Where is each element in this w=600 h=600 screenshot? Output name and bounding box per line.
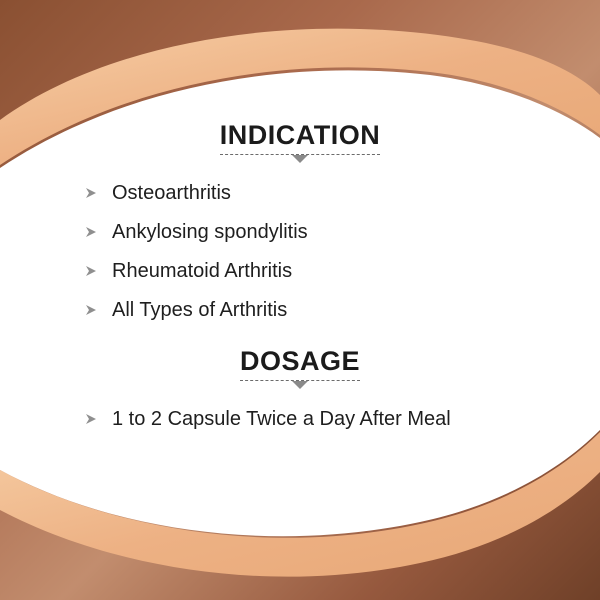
section-dosage <box>60 346 540 437</box>
list-item <box>82 175 540 211</box>
list-item <box>82 253 540 289</box>
list-item <box>82 292 540 328</box>
dosage-title-wrap <box>60 346 540 389</box>
chevron-right-bullet-icon <box>82 303 104 317</box>
chevron-right-bullet-icon <box>82 225 104 239</box>
section-indication <box>60 120 540 328</box>
list-item-label: Osteoarthritis <box>112 182 231 204</box>
chevron-right-bullet-icon <box>82 412 104 426</box>
chevron-right-bullet-icon <box>82 264 104 278</box>
list-item-label: Ankylosing spondylitis <box>112 221 308 243</box>
list-item-label: Rheumatoid Arthritis <box>112 260 293 282</box>
list-item <box>82 214 540 250</box>
list-item-label: 1 to 2 Capsule Twice a Day After Meal <box>112 408 451 430</box>
content-area <box>60 120 540 480</box>
indication-title-wrap <box>60 120 540 163</box>
list-item <box>82 401 540 437</box>
caret-down-icon <box>292 155 308 163</box>
dosage-list <box>82 401 540 437</box>
caret-down-icon <box>292 381 308 389</box>
list-item-label: All Types of Arthritis <box>112 299 288 321</box>
page-title-dosage: DOSAGE <box>239 346 361 376</box>
page-title-indication: INDICATION <box>219 120 381 150</box>
chevron-right-bullet-icon <box>82 186 104 200</box>
indication-list <box>82 175 540 328</box>
